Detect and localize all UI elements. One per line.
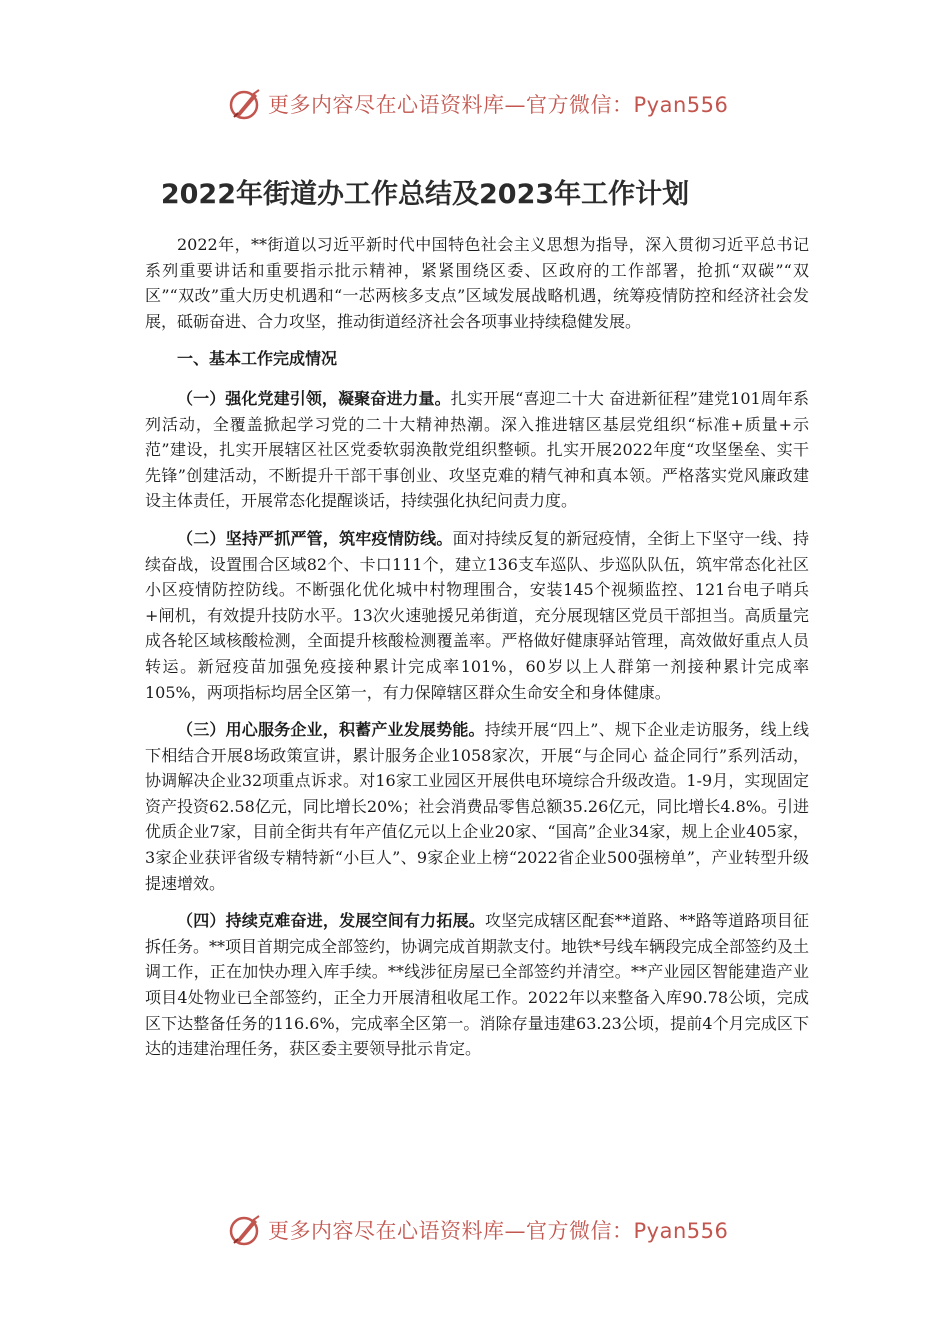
item-lead: （二）坚持严抓严管，筑牢疫情防线。 <box>177 528 453 548</box>
quill-pen-logo-icon <box>228 87 262 121</box>
header-banner-text: 更多内容尽在心语资料库—官方微信：Pyan556 <box>268 93 729 117</box>
section-heading: 一、基本工作完成情况 <box>177 349 338 369</box>
quill-pen-logo-icon <box>228 1213 262 1247</box>
item-lead: （一）强化党建引领，凝聚奋进力量。 <box>177 388 451 408</box>
footer-banner-text: 更多内容尽在心语资料库—官方微信：Pyan556 <box>268 1219 729 1243</box>
section-item-3 <box>145 717 809 896</box>
header-banner <box>228 84 748 124</box>
document-body <box>145 232 809 1074</box>
item-body: 面对持续反复的新冠疫情，全街上下坚守一线、持续奋战，设置围合区域82个、卡口111个，建立136支车巡队、步巡队队伍，筑牢常态化社区小区疫情防控防线。不断强化优化城中村物理围合，安装145个视频监控、121台电子哨兵+闸机，有效提升技防水平。13次火速驰援兄弟街道，充分展现辖区党员干部担当。高质量完成各轮区域核酸检测，全面提升核酸检测覆盖率。严格做好健康驿站管理，高效做好重点人员转运。新冠疫苗加强免疫接种累计完成率101%，60岁以上人群第一剂接种累计完成率105%，两项指标均居全区第一，有力保障辖区群众生命安全和身体健康。 <box>145 528 809 702</box>
footer-banner <box>228 1210 748 1250</box>
item-lead: （三）用心服务企业，积蓄产业发展势能。 <box>177 720 485 740</box>
page-title: 2022年街道办工作总结及2023年工作计划 <box>160 179 690 210</box>
intro-paragraph: 2022年，**街道以习近平新时代中国特色社会主义思想为指导，深入贯彻习近平总书记系列重要讲话和重要指示批示精神，紧紧围绕区委、区政府的工作部署，抢抓“双碳”“双区”“双改”重大历史机遇和“一芯两核多支点”区域发展战略机遇，统筹疫情防控和经济社会发展，砥砺奋进、合力攻坚，推动街道经济社会各项事业持续稳健发展。 <box>145 235 809 331</box>
section-item-4 <box>145 908 809 1062</box>
section-item-1 <box>145 386 809 514</box>
item-lead: （四）持续克难奋进，发展空间有力拓展。 <box>177 911 485 931</box>
item-body: 扎实开展“喜迎二十大 奋进新征程”建党101周年系列活动，全覆盖掀起学习党的二十大精神热潮。深入推进辖区基层党组织“标准+质量+示范”建设，扎实开展辖区社区党委软弱涣散党组织整顿。扎实开展2022年度“攻坚堡垒、实干先锋”创建活动，不断提升干部干事创业、攻坚克难的精气神和真本领。严格落实党风廉政建设主体责任，开展常态化提醒谈话，持续强化执纪问责力度。 <box>145 388 809 511</box>
section-item-2 <box>145 526 809 705</box>
item-body: 攻坚完成辖区配套**道路、**路等道路项目征拆任务。**项目首期完成全部签约，协调完成首期款支付。地铁*号线车辆段完成全部签约及土调工作，正在加快办理入库手续。**线涉征房屋已全部签约并清空。**产业园区智能建造产业项目4处物业已全部签约，正全力开展清租收尾工作。2022年以来整备入库90.78公顷，完成区下达整备任务的116.6%，完成率全区第一。消除存量违建63.23公顷，提前4个月完成区下达的违建治理任务，获区委主要领导批示肯定。 <box>145 911 810 1059</box>
item-body: 持续开展“四上”、规下企业走访服务，线上线下相结合开展8场政策宣讲，累计服务企业1058家次，开展“与企同心 益企同行”系列活动，协调解决企业32项重点诉求。对16家工业园区开展供电环境综合升级改造。1-9月，实现固定资产投资62.58亿元，同比增长20%；社会消费品零售总额35.26亿元，同比增长4.8%。引进优质企业7家，目前全街共有年产值亿元以上企业20家、“国高”企业34家，规上企业405家，3家企业获评省级专精特新“小巨人”、9家企业上榜“2022省企业500强榜单”，产业转型升级提速增效。 <box>145 720 809 893</box>
